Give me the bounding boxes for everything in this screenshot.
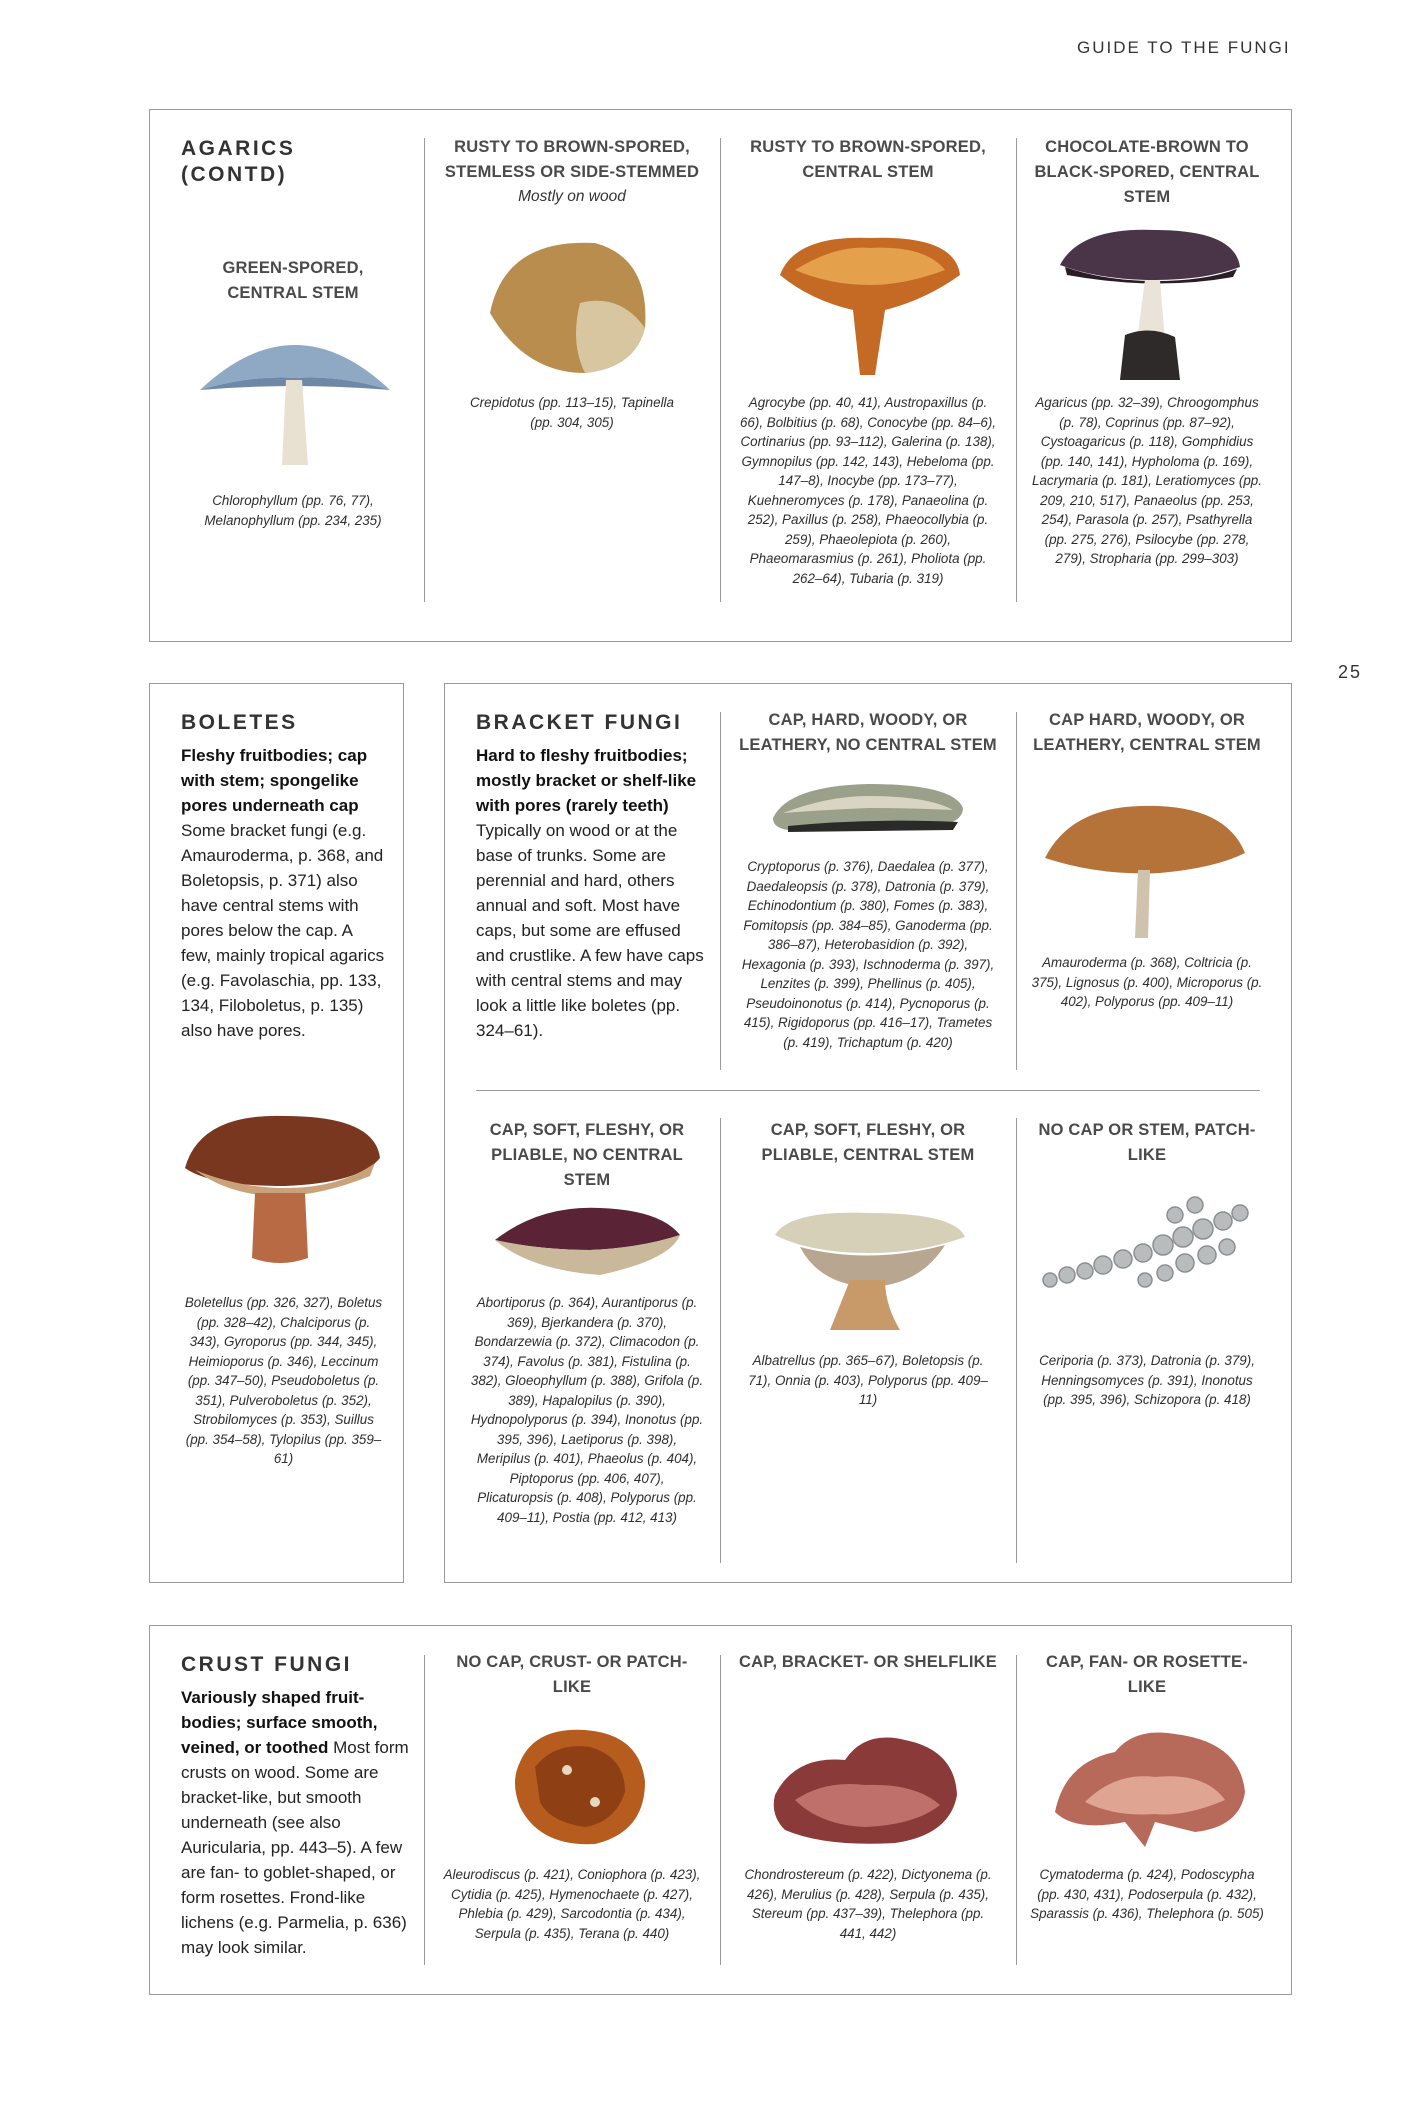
column-subheading: Mostly on wood	[518, 188, 626, 205]
crepidotus-illustration	[485, 233, 660, 378]
agarics-col-rusty-central	[736, 135, 1000, 185]
page-number: 25	[1338, 662, 1363, 682]
column-heading: RUSTY TO BROWN-SPORED, CENTRAL STEM	[750, 138, 986, 181]
bracket-refs-soft-no-stem: Abortiporus (p. 364), Aurantiporus (p. 369), Bjerkandera (p. 370), Bondarzewia (p. 372), Climacodon (p. 374), Favolus (p. 381), Fistulina (p. 382), Gloeophyllum (p. 388), Grifola (p. 389), Hapalopilus (p. 390), Hydnopolyporus (p. 394), Inonotus (pp. 395, 396), Laetiporus (p. 398), Meripilus (p. 401), Phaeolus (p. 404), Piptoporus (pp. 406, 407), Plicaturopsis (p. 408), Polyporus (pp. 409–11), Postia (pp. 412, 413)	[470, 1295, 704, 1525]
column-heading: GREEN-SPORED, CENTRAL STEM	[222, 259, 364, 302]
crust-col-no-cap	[440, 1650, 704, 1700]
bracket-fungi-body: Typically on wood or at the base of trunks. Some are perennial and hard, others annual and soft. Most have caps, but some are effused and crustlike. A few have caps with central stems and may look a little like boletes (pp. 324–61).	[476, 821, 704, 1040]
crust-fungi-lead: Variously shaped fruit-bodies; surface smooth, veined, or toothed	[181, 1688, 378, 1757]
boletes-lead: Fleshy fruitbodies; cap with stem; spongelike pores underneath cap	[181, 746, 368, 815]
hard-bracket-illustration	[768, 778, 968, 838]
bracket-col-soft-no-stem	[470, 1118, 704, 1193]
column-heading: CAP, SOFT, FLESHY, OR PLIABLE, CENTRAL STEM	[761, 1121, 975, 1164]
boletes-title: BOLETES	[181, 711, 298, 734]
column-heading: CAP, HARD, WOODY, OR LEATHERY, NO CENTRAL STEM	[739, 711, 997, 754]
crust-fungi-description	[181, 1685, 411, 1960]
green-spored-mushroom-illustration	[190, 320, 400, 470]
bracket-col-hard-central-stem	[1032, 708, 1262, 758]
bracket-fungi-title: BRACKET FUNGI	[476, 711, 683, 734]
column-heading: CHOCOLATE-BROWN TO BLACK-SPORED, CENTRAL STEM	[1034, 138, 1260, 206]
bracket-refs-no-cap-patch: Ceriporia (p. 373), Datronia (p. 379), Henningsomyces (p. 391), Inonotus (pp. 395, 396), Schizopora (p. 418)	[1039, 1353, 1255, 1407]
crust-refs-bracket: Chondrostereum (p. 422), Dictyonema (p. 426), Merulius (p. 428), Serpula (p. 435), Stereum (pp. 437–39), Thelephora (pp. 441, 442)	[744, 1867, 992, 1941]
crust-refs-fan-rosette: Cymatoderma (p. 424), Podoscypha (pp. 430, 431), Podoserpula (p. 432), Sparassis (p. 436), Thelephora (p. 505)	[1030, 1867, 1264, 1921]
agarics-col-chocolate	[1032, 135, 1262, 210]
column-heading: NO CAP OR STEM, PATCH-LIKE	[1038, 1121, 1256, 1164]
boletes-refs: Boletellus (pp. 326, 327), Boletus (pp. 328–42), Chalciporus (p. 343), Gyroporus (pp. 344, 345), Heimioporus (p. 346), Leccinum (pp. 347–50), Pseudoboletus (p. 351), Pulveroboletus (p. 352), Strobilomyces (p. 353), Suillus (pp. 354–58), Tylopilus (pp. 359–61)	[184, 1295, 383, 1466]
rusty-central-stem-mushroom-illustration	[775, 230, 965, 380]
running-head: GUIDE TO THE FUNGI	[1077, 38, 1291, 57]
column-heading: CAP, FAN- OR ROSETTE-LIKE	[1046, 1653, 1248, 1696]
bracket-fungi-lead: Hard to fleshy fruitbodies; mostly bracket or shelf-like with pores (rarely teeth)	[476, 746, 697, 815]
crust-divider-3	[1016, 1655, 1017, 1965]
bracket-col-no-cap-patch	[1032, 1118, 1262, 1168]
agarics-refs-green-spored: Chlorophyllum (pp. 76, 77), Melanophyllum (pp. 234, 235)	[204, 493, 382, 528]
agarics-divider-3	[1016, 138, 1017, 602]
bracket-divider-bottom-2	[1016, 1118, 1017, 1563]
patch-fungus-illustration	[1035, 1185, 1260, 1305]
bracket-refs-hard-central-stem: Amauroderma (p. 368), Coltricia (p. 375), Lignosus (p. 400), Microporus (p. 402), Polyporus (pp. 409–11)	[1031, 955, 1263, 1009]
column-heading: CAP, BRACKET- OR SHELFLIKE	[739, 1653, 997, 1671]
agarics-divider-1	[424, 138, 425, 602]
crust-refs-no-cap: Aleurodiscus (p. 421), Coniophora (p. 423), Cytidia (p. 425), Hymenochaete (p. 427), Phlebia (p. 429), Sarcodontia (p. 434), Serpula (p. 435), Terana (p. 440)	[443, 1867, 701, 1941]
bracket-refs-soft-central-stem: Albatrellus (pp. 365–67), Boletopsis (p. 71), Onnia (p. 403), Polyporus (pp. 409–11)	[748, 1353, 988, 1407]
agarics-col-rusty-stemless	[440, 135, 704, 209]
column-heading: NO CAP, CRUST- OR PATCH-LIKE	[456, 1653, 688, 1696]
column-heading: CAP, SOFT, FLESHY, OR PLIABLE, NO CENTRAL STEM	[489, 1121, 685, 1189]
soft-bracket-illustration	[490, 1200, 685, 1280]
agaricus-illustration	[1055, 225, 1245, 385]
hard-stemmed-bracket-illustration	[1040, 798, 1250, 943]
agarics-refs-rusty-stemless: Crepidotus (pp. 113–15), Tapinella (pp. 304, 305)	[470, 395, 674, 430]
boletes-body: Some bracket fungi (e.g. Amauroderma, p. 368, and Boletopsis, p. 371) also have central stems with pores below the cap. A few, mainly tropical agarics (e.g. Favolaschia, pp. 133, 134, Filoboletus, p. 135) also have pores.	[181, 821, 385, 1040]
crust-bracket-illustration	[765, 1725, 965, 1850]
agarics-refs-rusty-central: Agrocybe (pp. 40, 41), Austropaxillus (p. 66), Bolbitius (p. 68), Conocybe (pp. 84–6), Cortinarius (pp. 93–112), Galerina (p. 138), Gymnopilus (pp. 142, 143), Hebeloma (pp. 147–8), Inocybe (pp. 173–77), Kuehneromyces (p. 178), Panaeolina (p. 252), Paxillus (p. 258), Phaeocollybia (p. 259), Phaeolepiota (p. 260), Phaeomarasmius (p. 261), Pholiota (pp. 262–64), Tubaria (p. 319)	[739, 395, 997, 586]
albatrellus-illustration	[770, 1205, 970, 1335]
crust-fungi-body: Most form crusts on wood. Some are bracket-like, but smooth underneath (see also Auricularia, pp. 443–5). A few are fan- to goblet-shaped, or form rosettes. Frond-like lichens (e.g. Parmelia, p. 636) may look similar.	[181, 1738, 409, 1957]
bracket-col-soft-central-stem	[736, 1118, 1000, 1168]
crust-col-bracket	[736, 1650, 1000, 1675]
crust-patch-illustration	[505, 1722, 655, 1852]
agarics-title: AGARICS (CONTD)	[181, 137, 296, 186]
crust-divider-1	[424, 1655, 425, 1965]
column-heading: CAP HARD, WOODY, OR LEATHERY, CENTRAL STEM	[1033, 711, 1261, 754]
agarics-divider-2	[720, 138, 721, 602]
boletes-description	[181, 743, 386, 1043]
agarics-refs-chocolate: Agaricus (pp. 32–39), Chroogomphus (p. 78), Coprinus (pp. 87–92), Cystoagaricus (p. 118), Gomphidius (pp. 140, 141), Hypholoma (p. 169), Lacrymaria (p. 181), Leratiomyces (pp. 209, 210, 517), Panaeolus (pp. 253, 254), Parasola (p. 257), Psathyrella (pp. 275, 276), Psilocybe (pp. 278, 279), Stropharia (pp. 299–303)	[1032, 395, 1262, 566]
crust-col-fan-rosette	[1032, 1650, 1262, 1700]
column-heading: RUSTY TO BROWN-SPORED, STEMLESS OR SIDE-STEMMED	[444, 138, 700, 181]
bracket-divider-top-1	[720, 712, 721, 1070]
bolete-illustration	[180, 1108, 385, 1268]
crust-fungi-title: CRUST FUNGI	[181, 1653, 352, 1676]
bracket-divider-bottom-1	[720, 1118, 721, 1563]
bracket-horizontal-divider	[476, 1090, 1260, 1091]
agarics-col-green-spored	[184, 256, 402, 306]
bracket-divider-top-2	[1016, 712, 1017, 1070]
rosette-fungus-illustration	[1045, 1722, 1255, 1852]
crust-divider-2	[720, 1655, 721, 1965]
bracket-fungi-description	[476, 743, 704, 1043]
bracket-col-hard-no-stem	[736, 708, 1000, 758]
bracket-refs-hard-no-stem: Cryptoporus (p. 376), Daedalea (p. 377), Daedaleopsis (p. 378), Datronia (p. 379), Echinodontium (p. 380), Fomes (p. 383), Fomitopsis (pp. 384–85), Ganoderma (pp. 386–87), Heterobasidion (p. 392), Hexagonia (p. 393), Ischnoderma (p. 397), Lenzites (p. 399), Phellinus (p. 405), Pseudoinonotus (p. 414), Pycnoporus (p. 415), Rigidoporus (pp. 416–17), Trametes (p. 419), Trichaptum (p. 420)	[741, 859, 995, 1050]
